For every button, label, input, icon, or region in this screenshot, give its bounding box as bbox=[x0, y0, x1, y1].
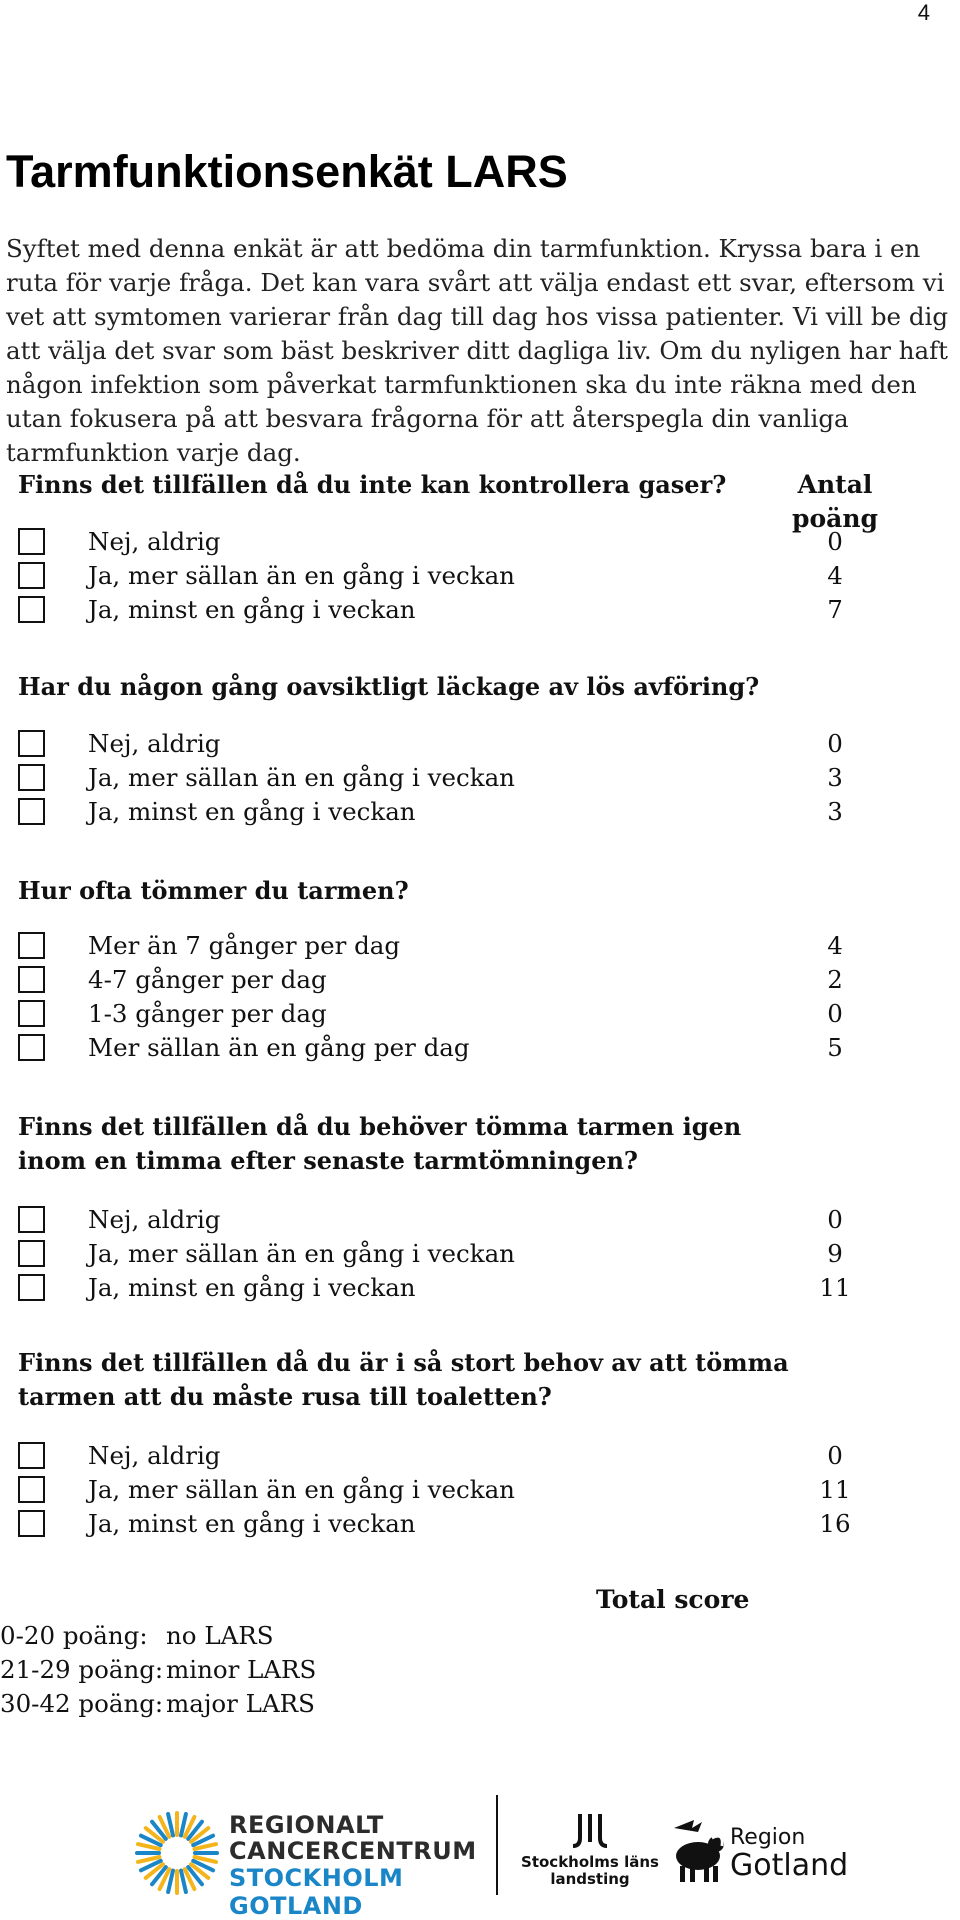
option-row[interactable] bbox=[18, 592, 898, 626]
option-label: Ja, minst en gång i veckan bbox=[88, 796, 416, 826]
checkbox[interactable] bbox=[18, 1034, 45, 1061]
sunburst-icon bbox=[134, 1810, 220, 1896]
question-text: Finns det tillfällen då du inte kan kontrollera gaser? bbox=[18, 470, 727, 499]
question-text: Hur ofta tömmer du tarmen? bbox=[18, 876, 409, 905]
legend-range: 0-20 poäng: bbox=[0, 1621, 148, 1650]
question-text: Finns det tillfällen då du är i så stort behov av att tömma tarmen att du måste rusa till toaletten? bbox=[18, 1348, 789, 1411]
checkbox[interactable] bbox=[18, 1206, 45, 1233]
legend-row bbox=[0, 1687, 400, 1721]
option-label: 1-3 gånger per dag bbox=[88, 998, 327, 1028]
option-row[interactable] bbox=[18, 1236, 898, 1270]
points-column-header: Antal poäng bbox=[791, 470, 878, 533]
option-row[interactable] bbox=[18, 1438, 898, 1472]
option-score: 0 bbox=[827, 1440, 843, 1470]
checkbox[interactable] bbox=[18, 730, 45, 757]
option-score: 4 bbox=[827, 930, 843, 960]
option-row[interactable] bbox=[18, 524, 898, 558]
checkbox[interactable] bbox=[18, 1000, 45, 1027]
rcc-logo: REGIONALT CANCERCENTRUM STOCKHOLM GOTLAND bbox=[134, 1810, 484, 1900]
option-score: 0 bbox=[827, 526, 843, 556]
option-row[interactable] bbox=[18, 726, 898, 760]
option-row[interactable] bbox=[18, 760, 898, 794]
option-score: 4 bbox=[827, 560, 843, 590]
option-score: 7 bbox=[827, 594, 843, 624]
ram-emblem-icon bbox=[668, 1818, 726, 1884]
question-frequency bbox=[18, 874, 898, 1064]
question-leakage bbox=[18, 670, 898, 828]
score-legend bbox=[0, 1619, 400, 1721]
option-score: 9 bbox=[827, 1238, 843, 1268]
option-row[interactable] bbox=[18, 1030, 898, 1064]
option-label: Nej, aldrig bbox=[88, 1440, 221, 1470]
intro-paragraph: Syftet med denna enkät är att bedöma din tarmfunktion. Kryssa bara i en ruta för varje fråga. Det kan vara svårt att välja endast ett svar, eftersom vi vet att symtomen varierar från dag till dag hos vissa patienter. Vi vill be dig att välja det svar som bäst beskriver ditt dagliga liv. Om du nyligen har haft någon infektion som påverkat tarmfunktionen ska du inte räkna med den utan fokusera på att besvara frågorna för att återspegla din vanliga tarmfunktion varje dag. bbox=[6, 234, 949, 467]
legend-classification: major LARS bbox=[166, 1689, 315, 1718]
option-label: Ja, minst en gång i veckan bbox=[88, 1272, 416, 1302]
option-label: Ja, minst en gång i veckan bbox=[88, 1508, 416, 1538]
checkbox[interactable] bbox=[18, 1240, 45, 1267]
sll-emblem-icon bbox=[570, 1812, 610, 1850]
legend-row bbox=[0, 1619, 400, 1653]
option-row[interactable] bbox=[18, 1270, 898, 1304]
legend-range: 21-29 poäng: bbox=[0, 1655, 164, 1684]
page-number: 4 bbox=[917, 0, 930, 25]
footer-logos bbox=[0, 1790, 960, 1920]
option-score: 0 bbox=[827, 728, 843, 758]
option-score: 3 bbox=[827, 796, 843, 826]
checkbox[interactable] bbox=[18, 596, 45, 623]
checkbox[interactable] bbox=[18, 1274, 45, 1301]
option-score: 3 bbox=[827, 762, 843, 792]
question-text: Har du någon gång oavsiktligt läckage av lös avföring? bbox=[18, 672, 760, 701]
option-row[interactable] bbox=[18, 928, 898, 962]
question-repeat-emptying bbox=[18, 1110, 898, 1304]
option-row[interactable] bbox=[18, 1472, 898, 1506]
sll-logo: Stockholms läns landsting bbox=[515, 1812, 665, 1888]
checkbox[interactable] bbox=[18, 562, 45, 589]
option-row[interactable] bbox=[18, 794, 898, 828]
checkbox[interactable] bbox=[18, 764, 45, 791]
question-urgency bbox=[18, 1346, 898, 1540]
page-title: Tarmfunktionsenkät LARS bbox=[6, 146, 568, 197]
option-score: 11 bbox=[819, 1474, 851, 1504]
option-score: 16 bbox=[819, 1508, 851, 1538]
legend-classification: no LARS bbox=[166, 1621, 274, 1650]
option-label: Nej, aldrig bbox=[88, 728, 221, 758]
option-label: Ja, mer sällan än en gång i veckan bbox=[88, 762, 515, 792]
option-row[interactable] bbox=[18, 962, 898, 996]
option-list bbox=[18, 524, 898, 626]
checkbox[interactable] bbox=[18, 798, 45, 825]
option-score: 11 bbox=[819, 1272, 851, 1302]
option-label: Ja, mer sällan än en gång i veckan bbox=[88, 560, 515, 590]
option-row[interactable] bbox=[18, 1202, 898, 1236]
logo-divider bbox=[496, 1795, 498, 1895]
option-score: 2 bbox=[827, 964, 843, 994]
legend-row bbox=[0, 1653, 400, 1687]
option-score: 0 bbox=[827, 998, 843, 1028]
question-text: Finns det tillfällen då du behöver tömma tarmen igen inom en timma efter senaste tarmtömningen? bbox=[18, 1112, 742, 1175]
region-gotland-logo: Region Gotland bbox=[668, 1818, 838, 1888]
option-label: Nej, aldrig bbox=[88, 526, 221, 556]
option-label: Nej, aldrig bbox=[88, 1204, 221, 1234]
option-list bbox=[18, 1202, 898, 1304]
option-row[interactable] bbox=[18, 1506, 898, 1540]
option-list bbox=[18, 1438, 898, 1540]
option-label: 4-7 gånger per dag bbox=[88, 964, 327, 994]
legend-classification: minor LARS bbox=[166, 1655, 317, 1684]
option-score: 0 bbox=[827, 1204, 843, 1234]
checkbox[interactable] bbox=[18, 1510, 45, 1537]
legend-range: 30-42 poäng: bbox=[0, 1689, 164, 1718]
question-gas-control bbox=[18, 468, 898, 626]
checkbox[interactable] bbox=[18, 1476, 45, 1503]
total-score-label: Total score bbox=[596, 1585, 750, 1614]
option-label: Mer än 7 gånger per dag bbox=[88, 930, 401, 960]
option-label: Ja, mer sällan än en gång i veckan bbox=[88, 1238, 515, 1268]
option-label: Ja, mer sällan än en gång i veckan bbox=[88, 1474, 515, 1504]
checkbox[interactable] bbox=[18, 966, 45, 993]
option-label: Ja, minst en gång i veckan bbox=[88, 594, 416, 624]
option-list bbox=[18, 726, 898, 828]
checkbox[interactable] bbox=[18, 1442, 45, 1469]
option-row[interactable] bbox=[18, 558, 898, 592]
option-score: 5 bbox=[827, 1032, 843, 1062]
option-list bbox=[18, 928, 898, 1064]
option-row[interactable] bbox=[18, 996, 898, 1030]
checkbox[interactable] bbox=[18, 932, 45, 959]
option-label: Mer sällan än en gång per dag bbox=[88, 1032, 470, 1062]
checkbox[interactable] bbox=[18, 528, 45, 555]
